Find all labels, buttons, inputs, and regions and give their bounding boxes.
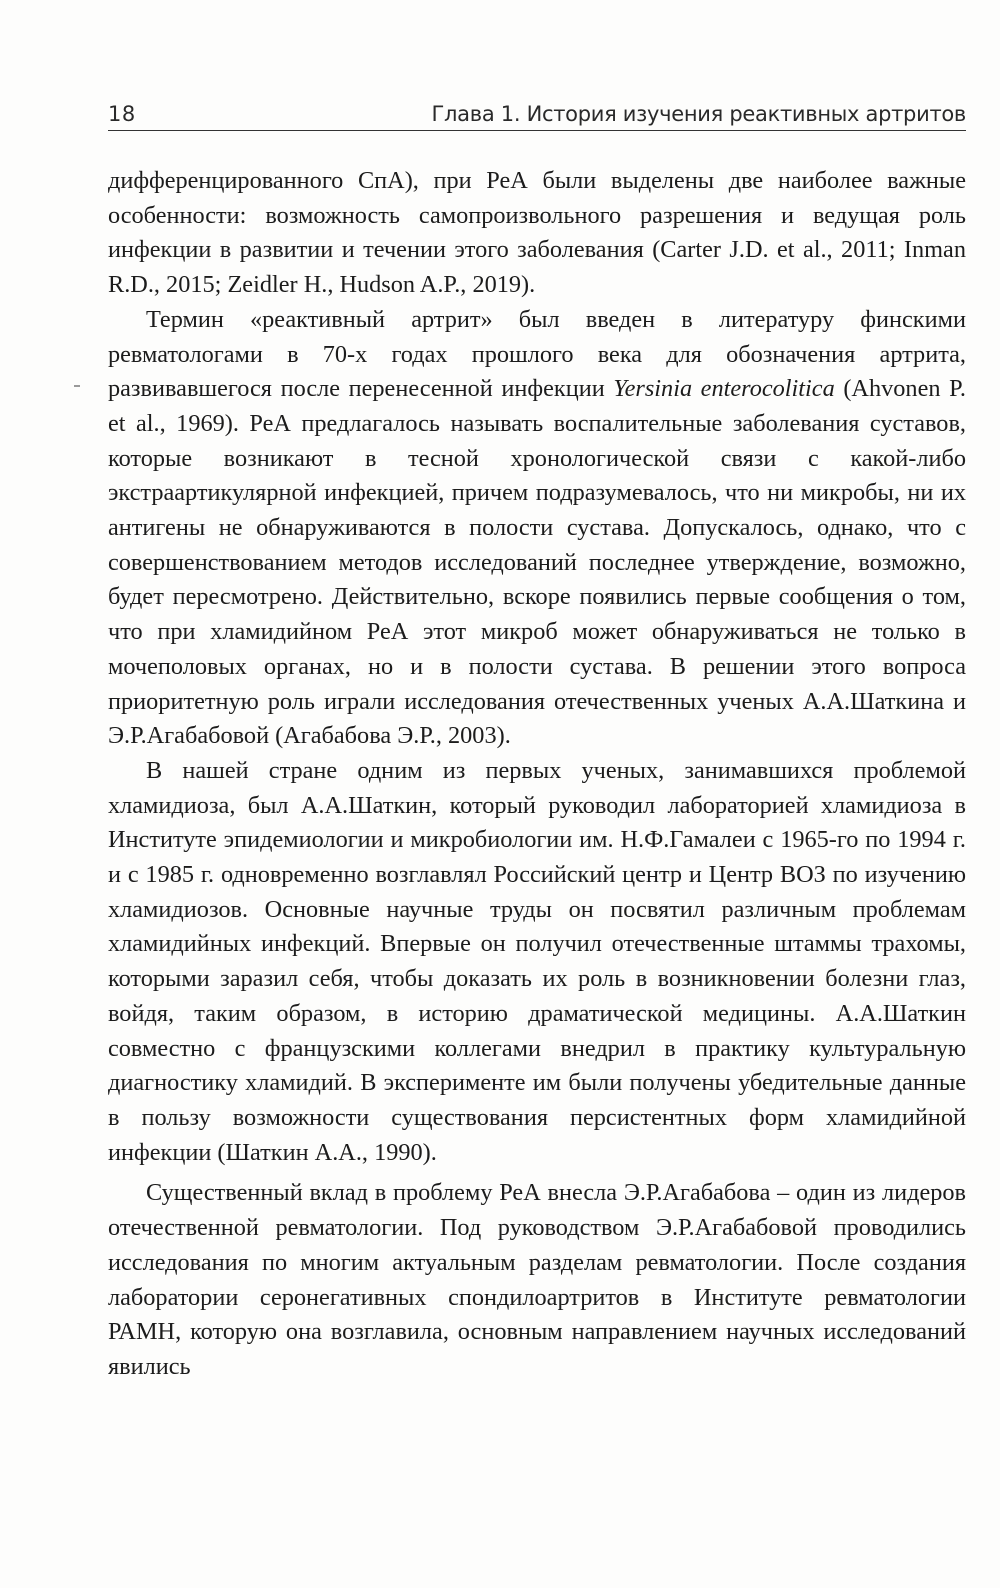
margin-mark bbox=[74, 385, 80, 387]
species-name: Yersinia enterocolitica bbox=[613, 375, 835, 403]
paragraph-shatkin: В нашей стране одним из первых ученых, занимавшихся проблемой хламидиоза, был А.А.Шаткин, который руководил лабораторией хламидиоза в Институте эпидемиологии и микробиологии им. Н.Ф.Гамалеи с 1965-го по 1994 г. и с 1985 г. одновременно возглавлял Российский центр и Центр ВОЗ по изучению хламидиозов. Основные научные труды он посвятил различным проблемам хламидийных инфекций. Впервые он получил отечественные штаммы трахомы, которыми заразил себя, чтобы доказать их роль в возникновении болезни глаз, войдя, таким образом, в историю драматической медицины. А.А.Шаткин совместно с французскими коллегами внедрил в практику культуральную диагностику хламидий. В эксперименте им были получены убедительные данные в пользу возможности существования персистентных форм хламидийной инфекции (Шаткин А.А., 1990). bbox=[108, 756, 966, 1166]
chapter-title: Глава 1. История изучения реактивных артритов bbox=[431, 102, 966, 126]
paragraph-text: Термин «реактивный артрит» был введен в литературу финскими ревматологами в 70-х годах прошлого века для обозначения артрита, развивавшегося после перенесенной инфекции bbox=[108, 305, 966, 403]
paragraph-agababova: Существенный вклад в проблему РеА внесла Э.Р.Агабабова – один из лидеров отечественной ревматологии. Под руководством Э.Р.Агабабовой проводились исследования по многим актуальным разделам ревматологии. После создания лаборатории серонегативных спондилоартритов в Институте ревматологии РАМН, которую она возглавила, основным направлением научных исследований явились bbox=[108, 1179, 966, 1380]
paragraph-continuation: дифференцированного СпА), при РеА были выделены две наиболее важные особенности: возможность самопроизвольного разрешения и ведущая роль инфекции в развитии и течении этого заболевания (Carter J.D. et al., 2011; Inman R.D., 2015; Zeidler H., Hudson A.P., 2019). bbox=[108, 167, 966, 299]
page-number: 18 bbox=[108, 102, 136, 126]
paragraph-text: (Ahvonen P. et al., 1969). РеА предлагалось называть воспалительные заболевания суставов, которые возникают в тесной хронологической связи с какой-либо экстраартикулярной инфекцией, причем подразумевалось, что ни микробы, ни их антигены не обнаруживаются в полости сустава. Допускалось, однако, что с совершенствованием методов исследований последнее утверждение, возможно, будет пересмотрено. Действительно, вскоре появились первые сообщения о том, что при хламидийном РеА этот микроб может обнаруживаться не только в мочеполовых органах, но и в полости сустава. В решении этого вопроса приоритетную роль играли исследования отечественных ученых А.А.Шаткина и Э.Р.Агабабовой (Агабабова Э.Р., 2003). bbox=[108, 375, 966, 750]
body-text bbox=[108, 164, 966, 1385]
header-divider bbox=[108, 130, 966, 131]
paragraph-reactive-arthritis-term bbox=[108, 303, 966, 754]
